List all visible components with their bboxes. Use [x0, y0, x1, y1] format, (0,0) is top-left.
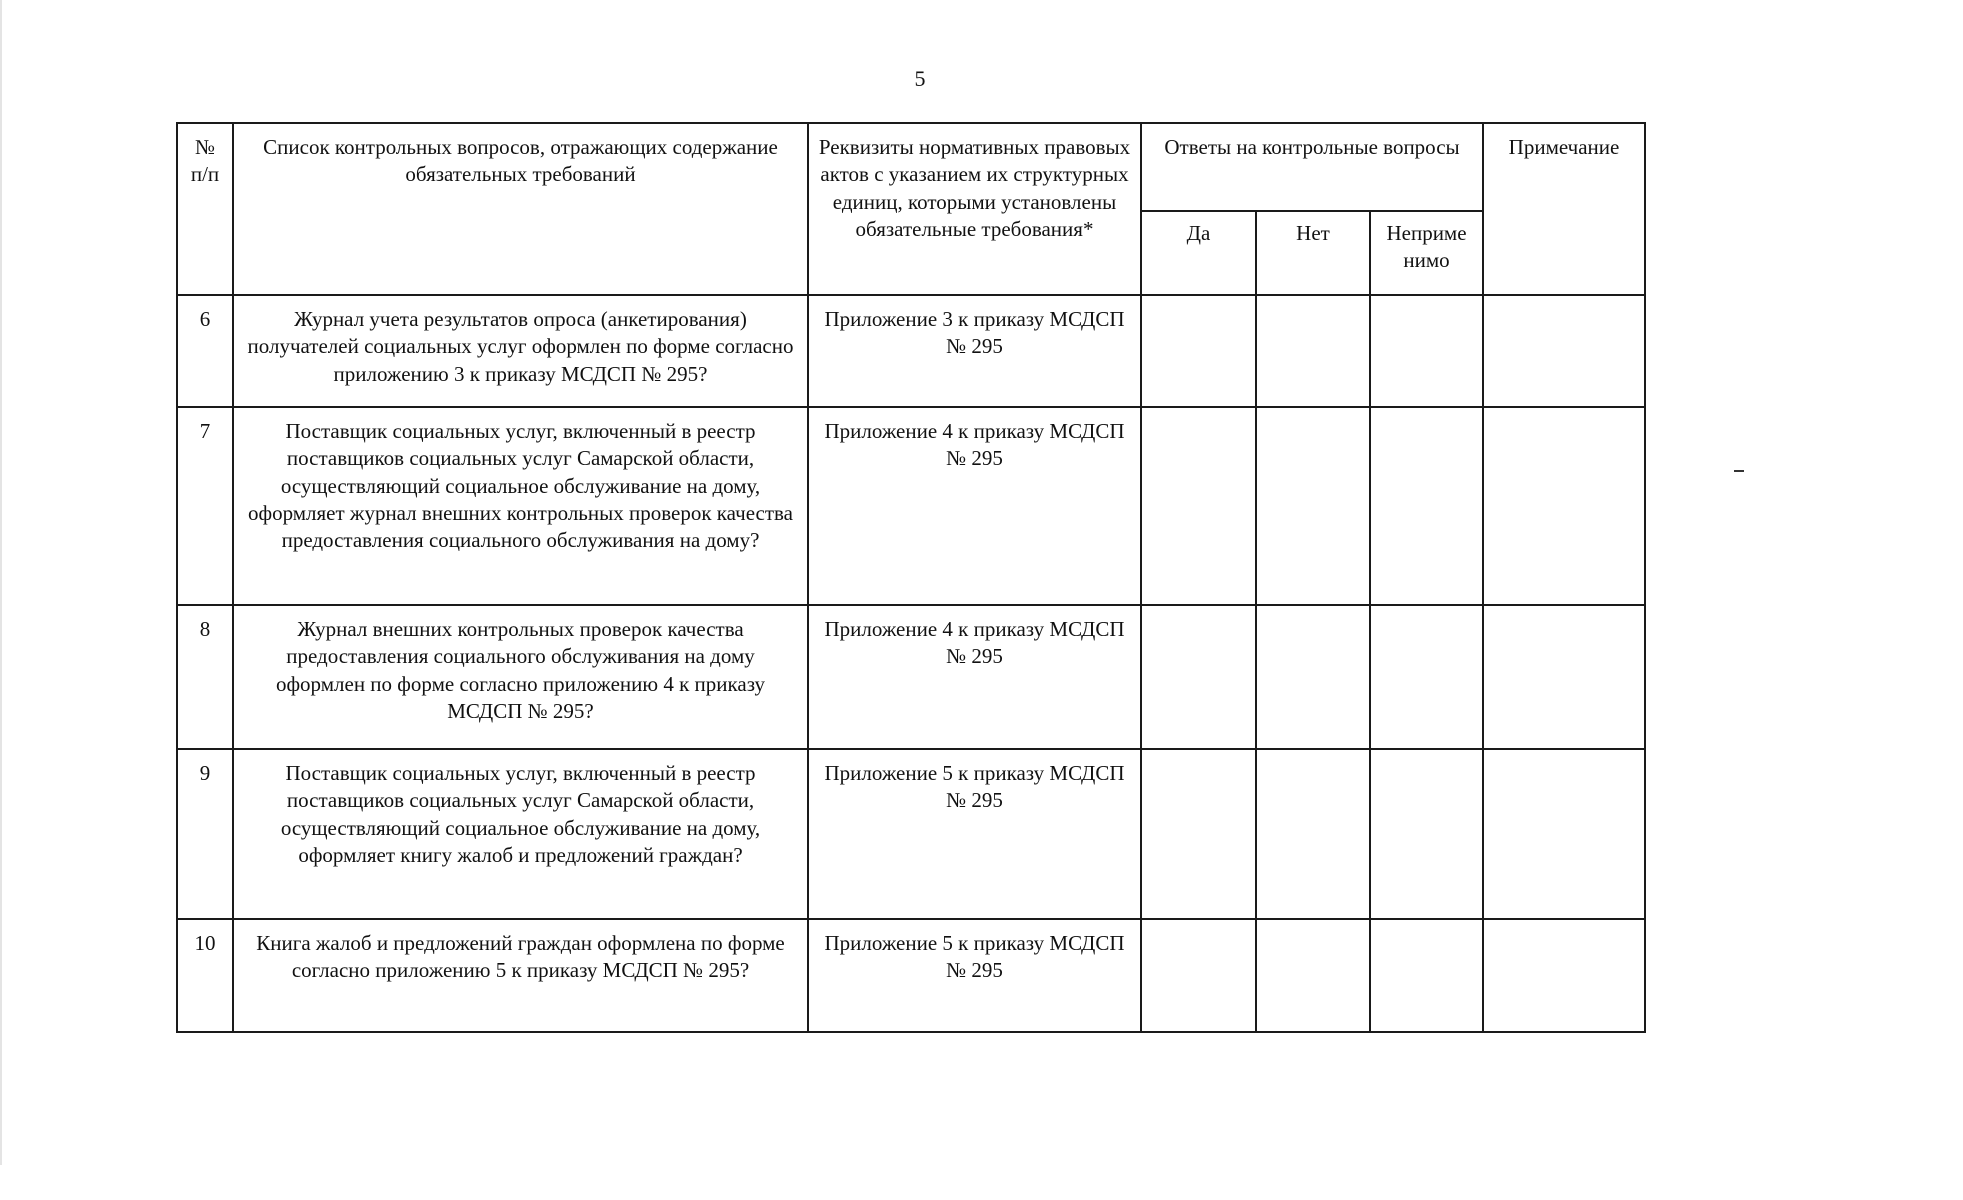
table-body	[177, 295, 1645, 1032]
row-num: 7	[177, 407, 233, 605]
answer-no-cell[interactable]	[1256, 919, 1370, 1032]
row-question: Поставщик социальных услуг, включенный в реестр поставщиков социальных услуг Самарской области, осуществляющий социальное обслуживание на дому, оформляет книгу жалоб и предложений граждан?	[233, 749, 808, 919]
note-cell[interactable]	[1483, 605, 1645, 749]
answer-na-cell[interactable]	[1370, 407, 1483, 605]
answer-na-cell[interactable]	[1370, 605, 1483, 749]
table-row	[177, 407, 1645, 605]
answer-no-cell[interactable]	[1256, 749, 1370, 919]
answer-no-cell[interactable]	[1256, 407, 1370, 605]
table-header	[177, 123, 1645, 295]
answer-no-cell[interactable]	[1256, 295, 1370, 407]
row-question: Поставщик социальных услуг, включенный в реестр поставщиков социальных услуг Самарской области, осуществляющий социальное обслуживание на дому, оформляет журнал внешних контрольных проверок качества предоставления социального обслуживания на дому?	[233, 407, 808, 605]
row-reference: Приложение 5 к приказу МСДСП № 295	[808, 919, 1141, 1032]
answer-yes-cell[interactable]	[1141, 407, 1256, 605]
note-cell[interactable]	[1483, 749, 1645, 919]
header-note: Примечание	[1483, 123, 1645, 295]
header-row-top	[177, 123, 1645, 211]
table-row	[177, 919, 1645, 1032]
table-row	[177, 605, 1645, 749]
header-answers: Ответы на контрольные вопросы	[1141, 123, 1483, 211]
note-cell[interactable]	[1483, 295, 1645, 407]
answer-na-cell[interactable]	[1370, 749, 1483, 919]
note-cell[interactable]	[1483, 919, 1645, 1032]
answer-yes-cell[interactable]	[1141, 295, 1256, 407]
header-num: № п/п	[177, 123, 233, 295]
header-no: Нет	[1256, 211, 1370, 295]
row-question: Книга жалоб и предложений граждан оформлена по форме согласно приложению 5 к приказу МСДСП № 295?	[233, 919, 808, 1032]
row-question: Журнал учета результатов опроса (анкетирования) получателей социальных услуг оформлен по форме согласно приложению 3 к приказу МСДСП № 295?	[233, 295, 808, 407]
table-row	[177, 749, 1645, 919]
answer-yes-cell[interactable]	[1141, 919, 1256, 1032]
page-number: 5	[914, 66, 926, 91]
note-cell[interactable]	[1483, 407, 1645, 605]
header-yes: Да	[1141, 211, 1256, 295]
row-reference: Приложение 4 к приказу МСДСП № 295	[808, 407, 1141, 605]
answer-na-cell[interactable]	[1370, 295, 1483, 407]
header-reference: Реквизиты нормативных правовых актов с указанием их структурных единиц, которыми установлены обязательные требования*	[808, 123, 1141, 295]
answer-no-cell[interactable]	[1256, 605, 1370, 749]
checklist-table	[176, 122, 1646, 1033]
margin-dash-mark	[1734, 470, 1744, 472]
row-num: 8	[177, 605, 233, 749]
row-reference: Приложение 4 к приказу МСДСП № 295	[808, 605, 1141, 749]
row-reference: Приложение 5 к приказу МСДСП № 295	[808, 749, 1141, 919]
answer-na-cell[interactable]	[1370, 919, 1483, 1032]
answer-yes-cell[interactable]	[1141, 749, 1256, 919]
row-num: 10	[177, 919, 233, 1032]
table-row	[177, 295, 1645, 407]
row-question: Журнал внешних контрольных проверок качества предоставления социального обслуживания на дому оформлен по форме согласно приложению 4 к приказу МСДСП № 295?	[233, 605, 808, 749]
header-not-applicable: Неприме нимо	[1370, 211, 1483, 295]
row-reference: Приложение 3 к приказу МСДСП № 295	[808, 295, 1141, 407]
page-left-edge	[0, 0, 2, 1165]
row-num: 9	[177, 749, 233, 919]
header-question: Список контрольных вопросов, отражающих содержание обязательных требований	[233, 123, 808, 295]
row-num: 6	[177, 295, 233, 407]
answer-yes-cell[interactable]	[1141, 605, 1256, 749]
